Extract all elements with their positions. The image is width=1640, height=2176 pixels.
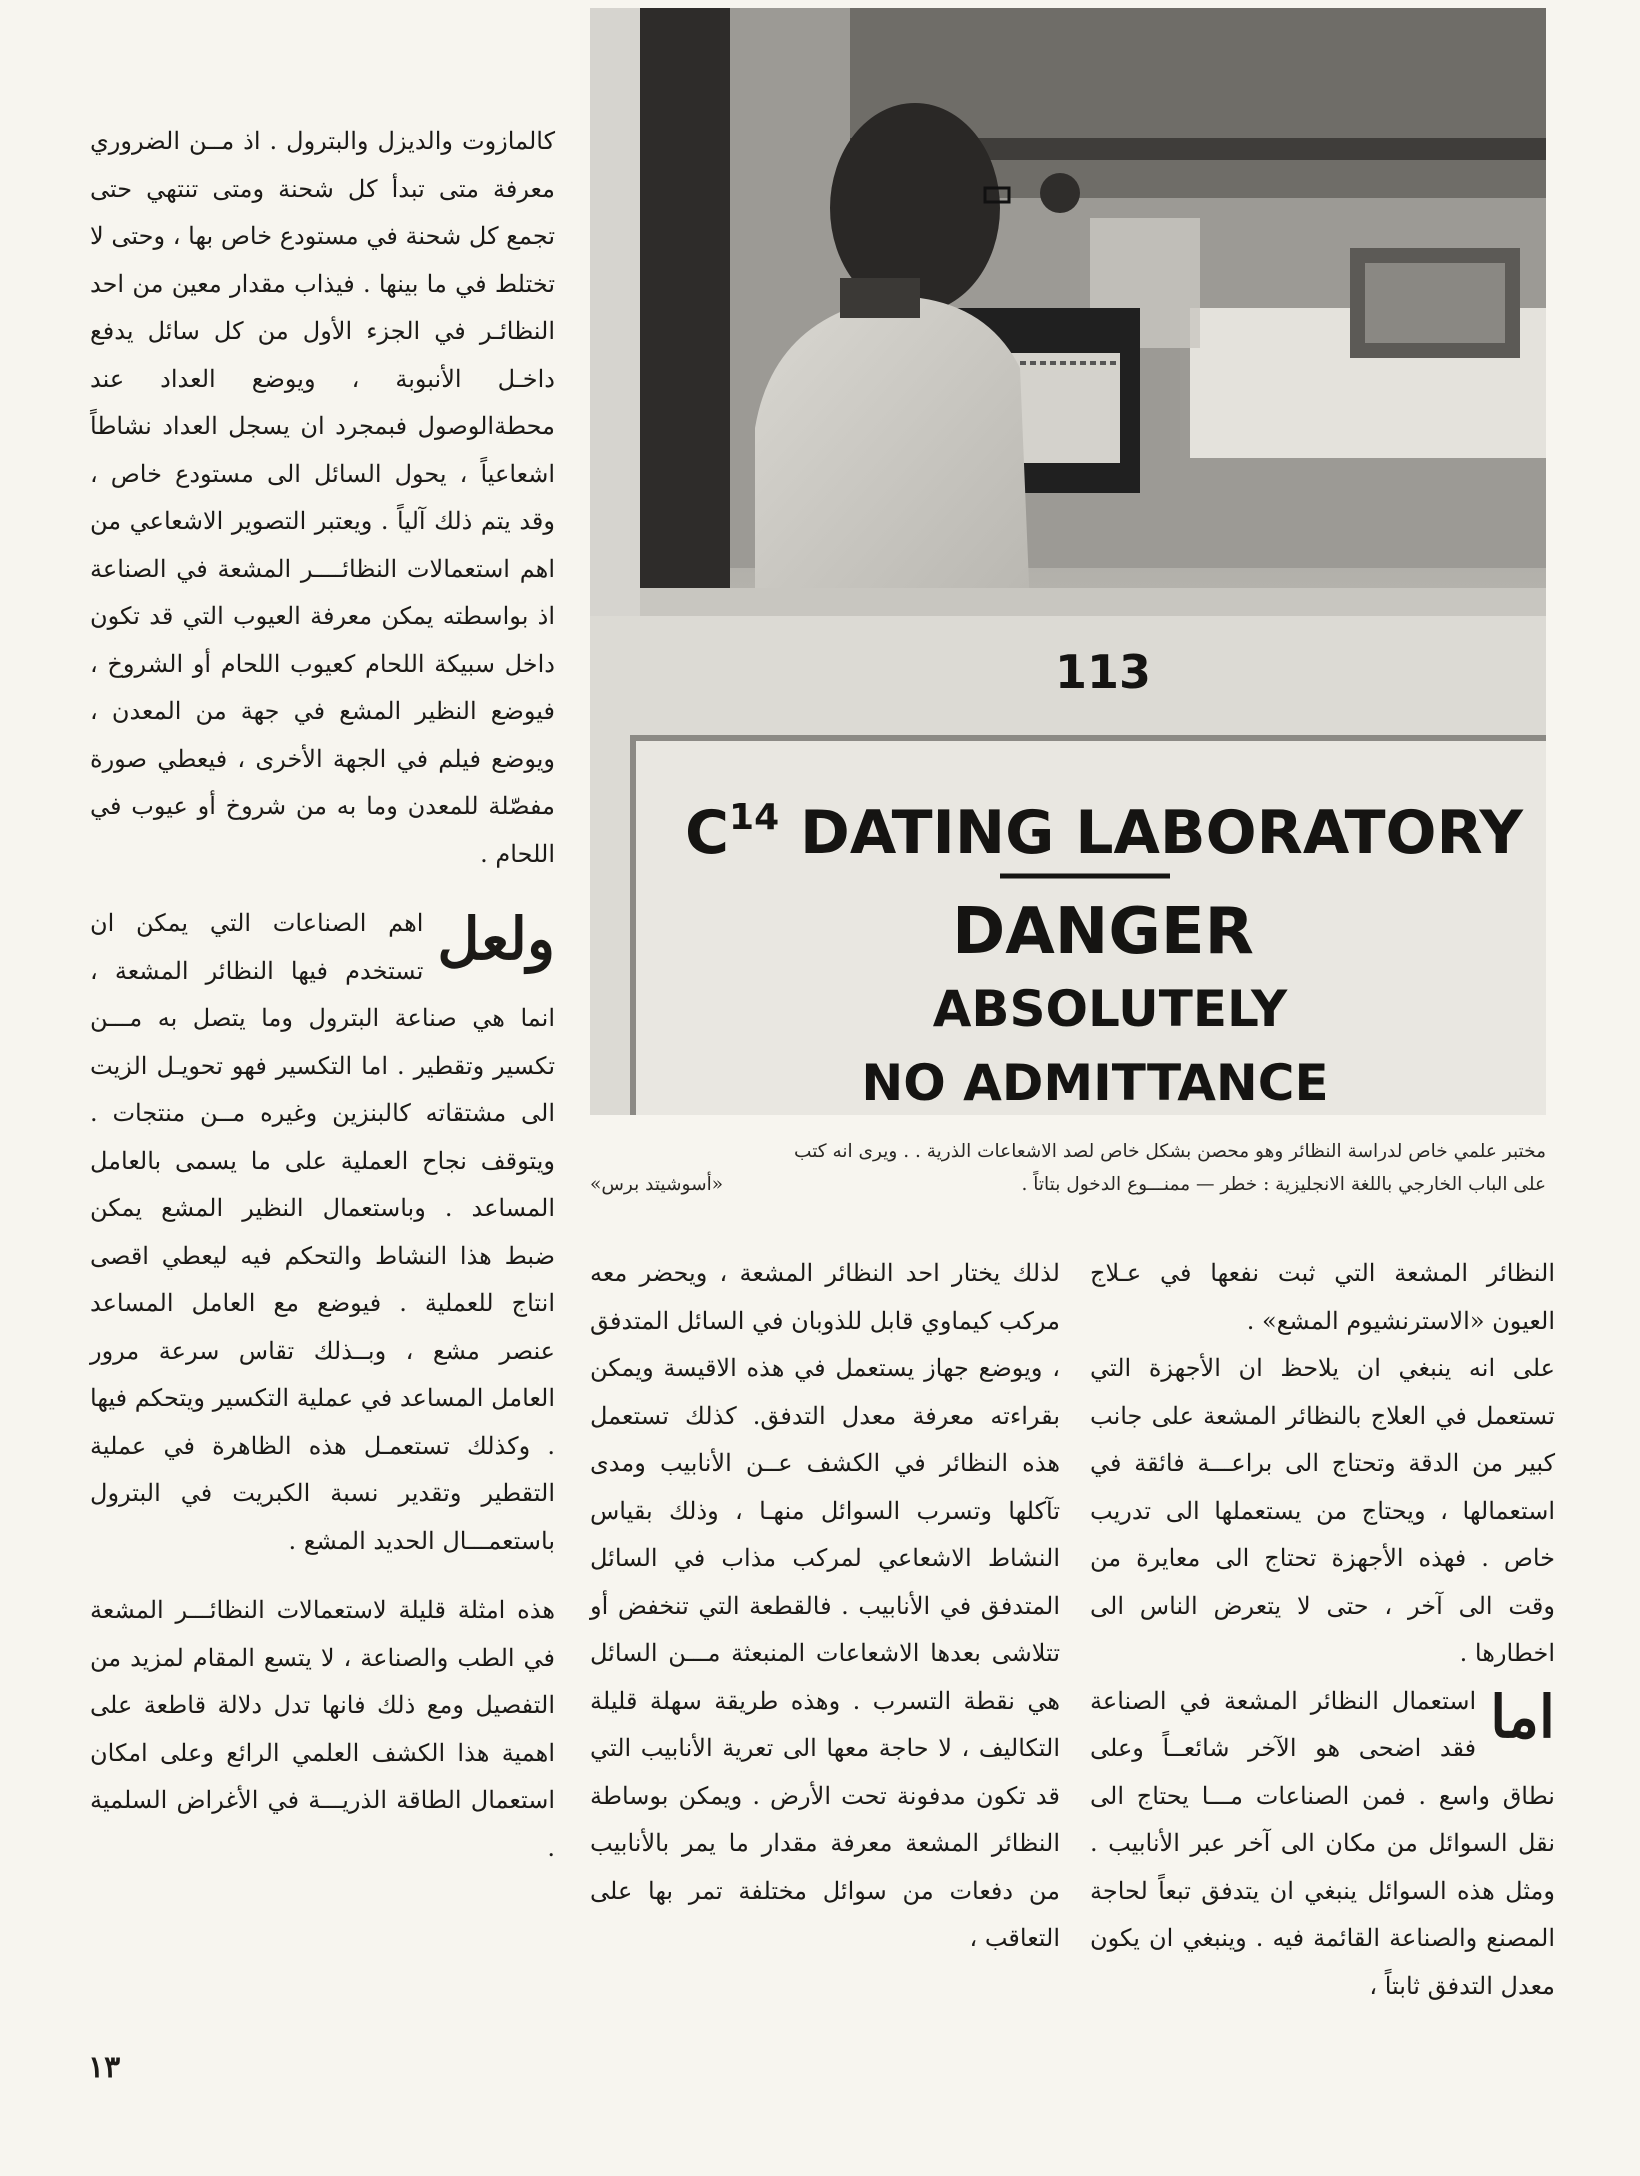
middle-paragraph-1: لذلك يختار احد النظائر المشعة ، ويحضر معه مركب كيماوي قابل للذوبان في السائل المتدفق ، ويوضع جهاز يستعمل في هذه الاقيسة ويمكن بقراءته معرفة معدل التدفق. كذلك تستعمل هذه النظائر في الكشف عــن الأنابيب ومدى تآكلها وتسرب السوائل منهـا ، وذلك بقياس النشاط الاشعاعي لمركب مذاب في السائل المتدفق في الأنابيب . فالقطعة التي تنخفض أو تتلاشى بعدها الاشعاعات المنبعثة مـــن السائل هي نقطة التسرب . وهذه طريقة سهلة قليلة التكاليف ، لا حاجة معها الى تعرية الأنابيب التي قد تكون مدفونة تحت الأرض . ويمكن بوساطة النظائر المشعة معرفة مقدار ما يمر بالأنابيب من دفعات من سوائل مختلفة تمر بها على التعاقب ، (589, 1259, 1060, 1952)
left-column (90, 118, 555, 1872)
sign-danger: DANGER (952, 895, 1254, 969)
caption-line-1: مختبر علمي خاص لدراسة النظائر وهو محصن بشكل خاص لصد الاشعاعات الذرية . . ويرى انه كتب (794, 1141, 1546, 1162)
drop-cap-word: اما (1490, 1682, 1555, 1751)
laboratory-photo (590, 8, 1546, 1115)
left-paragraph-1: كالمازوت والديزل والبترول . اذ مــن الضروري معرفة متى تبدأ كل شحنة ومتى تنتهي حتى تجمع كل شحنة في مستودع خاص بها ، وحتى لا تختلط في ما بينها . فيذاب مقدار معين من احد النظائـر في الجزء الأول من كل سائل يدفع داخـل الأنبوبة ، ويوضع العداد عند محطةالوصول فبمجرد ان يسجل العداد نشاطاً اشعاعياً ، يحول السائل الى مستودع خاص ، وقد يتم ذلك آلياً . ويعتبر التصوير الاشعاعي من اهم استعمالات النظائــــر المشعة في الصناعة اذ بواسطته يمكن معرفة العيوب التي قد تكون داخل سبيكة اللحام كعيوب اللحام أو الشروخ ، فيوضع النظير المشع في جهة من المعدن ، ويوضع فيلم في الجهة الأخرى ، فيعطي صورة مفصّلة للمعدن وما به من شروخ أو عيوب في اللحام . (90, 127, 555, 868)
right-paragraph-2: على انه ينبغي ان يلاحظ ان الأجهزة التي تستعمل في العلاج بالنظائر المشعة على جانب كبير من الدقة وتحتاج الى براعـــة فائقة في استعمالها ، ويحتاج من يستعملها الى تدريب خاص . فهذه الأجهزة تحتاج الى معايرة من وقت الى آخر ، حتى لا يتعرض الناس الى اخطارها . (1090, 1354, 1555, 1667)
page-number: ١٣ (88, 2050, 121, 2085)
right-paragraph-1: النظائر المشعة التي ثبت نفعها في عـلاج العيون «الاسترنشيوم المشع» . (1090, 1259, 1555, 1335)
left-paragraph-2 (90, 900, 555, 1565)
right-column (1090, 1250, 1555, 2010)
sign-c14-rest: DATING LABORATORY (779, 798, 1523, 868)
sign-no-admittance: NO ADMITTANCE (861, 1054, 1329, 1112)
left-paragraph-2-text: اهم الصناعات التي يمكن ان تستخدم فيها النظائر المشعة ، انما هي صناعة البترول وما يتصل به مـــن تكسير وتقطير . اما التكسير فهو تحويـل الزيت الى مشتقاته كالبنزين وغيره مــن منتجات . ويتوقف نجاح العملية على ما يسمى بالعامل المساعد . وباستعمال النظير المشع يمكن ضبط هذا النشاط والتحكم فيه ليعطي اقصى انتاج للعملية . فيوضع مع العامل المساعد عنصر مشع ، وبــذلك تقاس سرعة مرور العامل المساعد في عملية التكسير ويتحكم فيها . وكذلك تستعمـل هذه الظاهرة في عملية التقطير وتقدير نسبة الكبريت في البترول باستعمـــال الحديد المشع . (90, 909, 555, 1555)
caption-line-2 (590, 1168, 1546, 1201)
sign-line-1 (685, 797, 1524, 868)
caption-line-2-text: على الباب الخارجي باللغة الانجليزية : خطر — ممنـــوع الدخول بتاتاً . (1021, 1174, 1546, 1195)
sign-superscript: 14 (729, 797, 780, 838)
middle-column (590, 1250, 1060, 1963)
drop-cap-word: ولعل (437, 905, 555, 973)
sign-c: C (685, 798, 730, 868)
sign-absolutely: ABSOLUTELY (932, 980, 1288, 1038)
left-paragraph-3: هذه امثلة قليلة لاستعمالات النظائـــر المشعة في الطب والصناعة ، لا يتسع المقام لمزيد من التفصيل ومع ذلك فانها تدل دلالة قاطعة على اهمية هذا الكشف العلمي الرائع وعلى امكان استعمال الطاقة الذريـــة في الأغراض السلمية . (90, 1596, 555, 1862)
photo-credit: «أسوشيتد برس» (590, 1174, 724, 1195)
photo-caption (590, 1135, 1546, 1201)
right-paragraph-3 (1090, 1678, 1555, 2011)
photo-illustration (590, 8, 1546, 1115)
room-number: 113 (1054, 645, 1152, 699)
right-paragraph-3-text: استعمال النظائر المشعة في الصناعة فقد اضحى هو الآخر شائعــاً وعلى نطاق واسع . فمن الصناعات مـــا يحتاج الى نقل السوائل من مكان الى آخر عبر الأنابيب . ومثل هذه السوائل ينبغي ان يتدفق تبعاً لحاجة المصنع والصناعة القائمة فيه . وينبغي ان يكون معدل التدفق ثابتاً ، (1090, 1686, 1555, 2000)
